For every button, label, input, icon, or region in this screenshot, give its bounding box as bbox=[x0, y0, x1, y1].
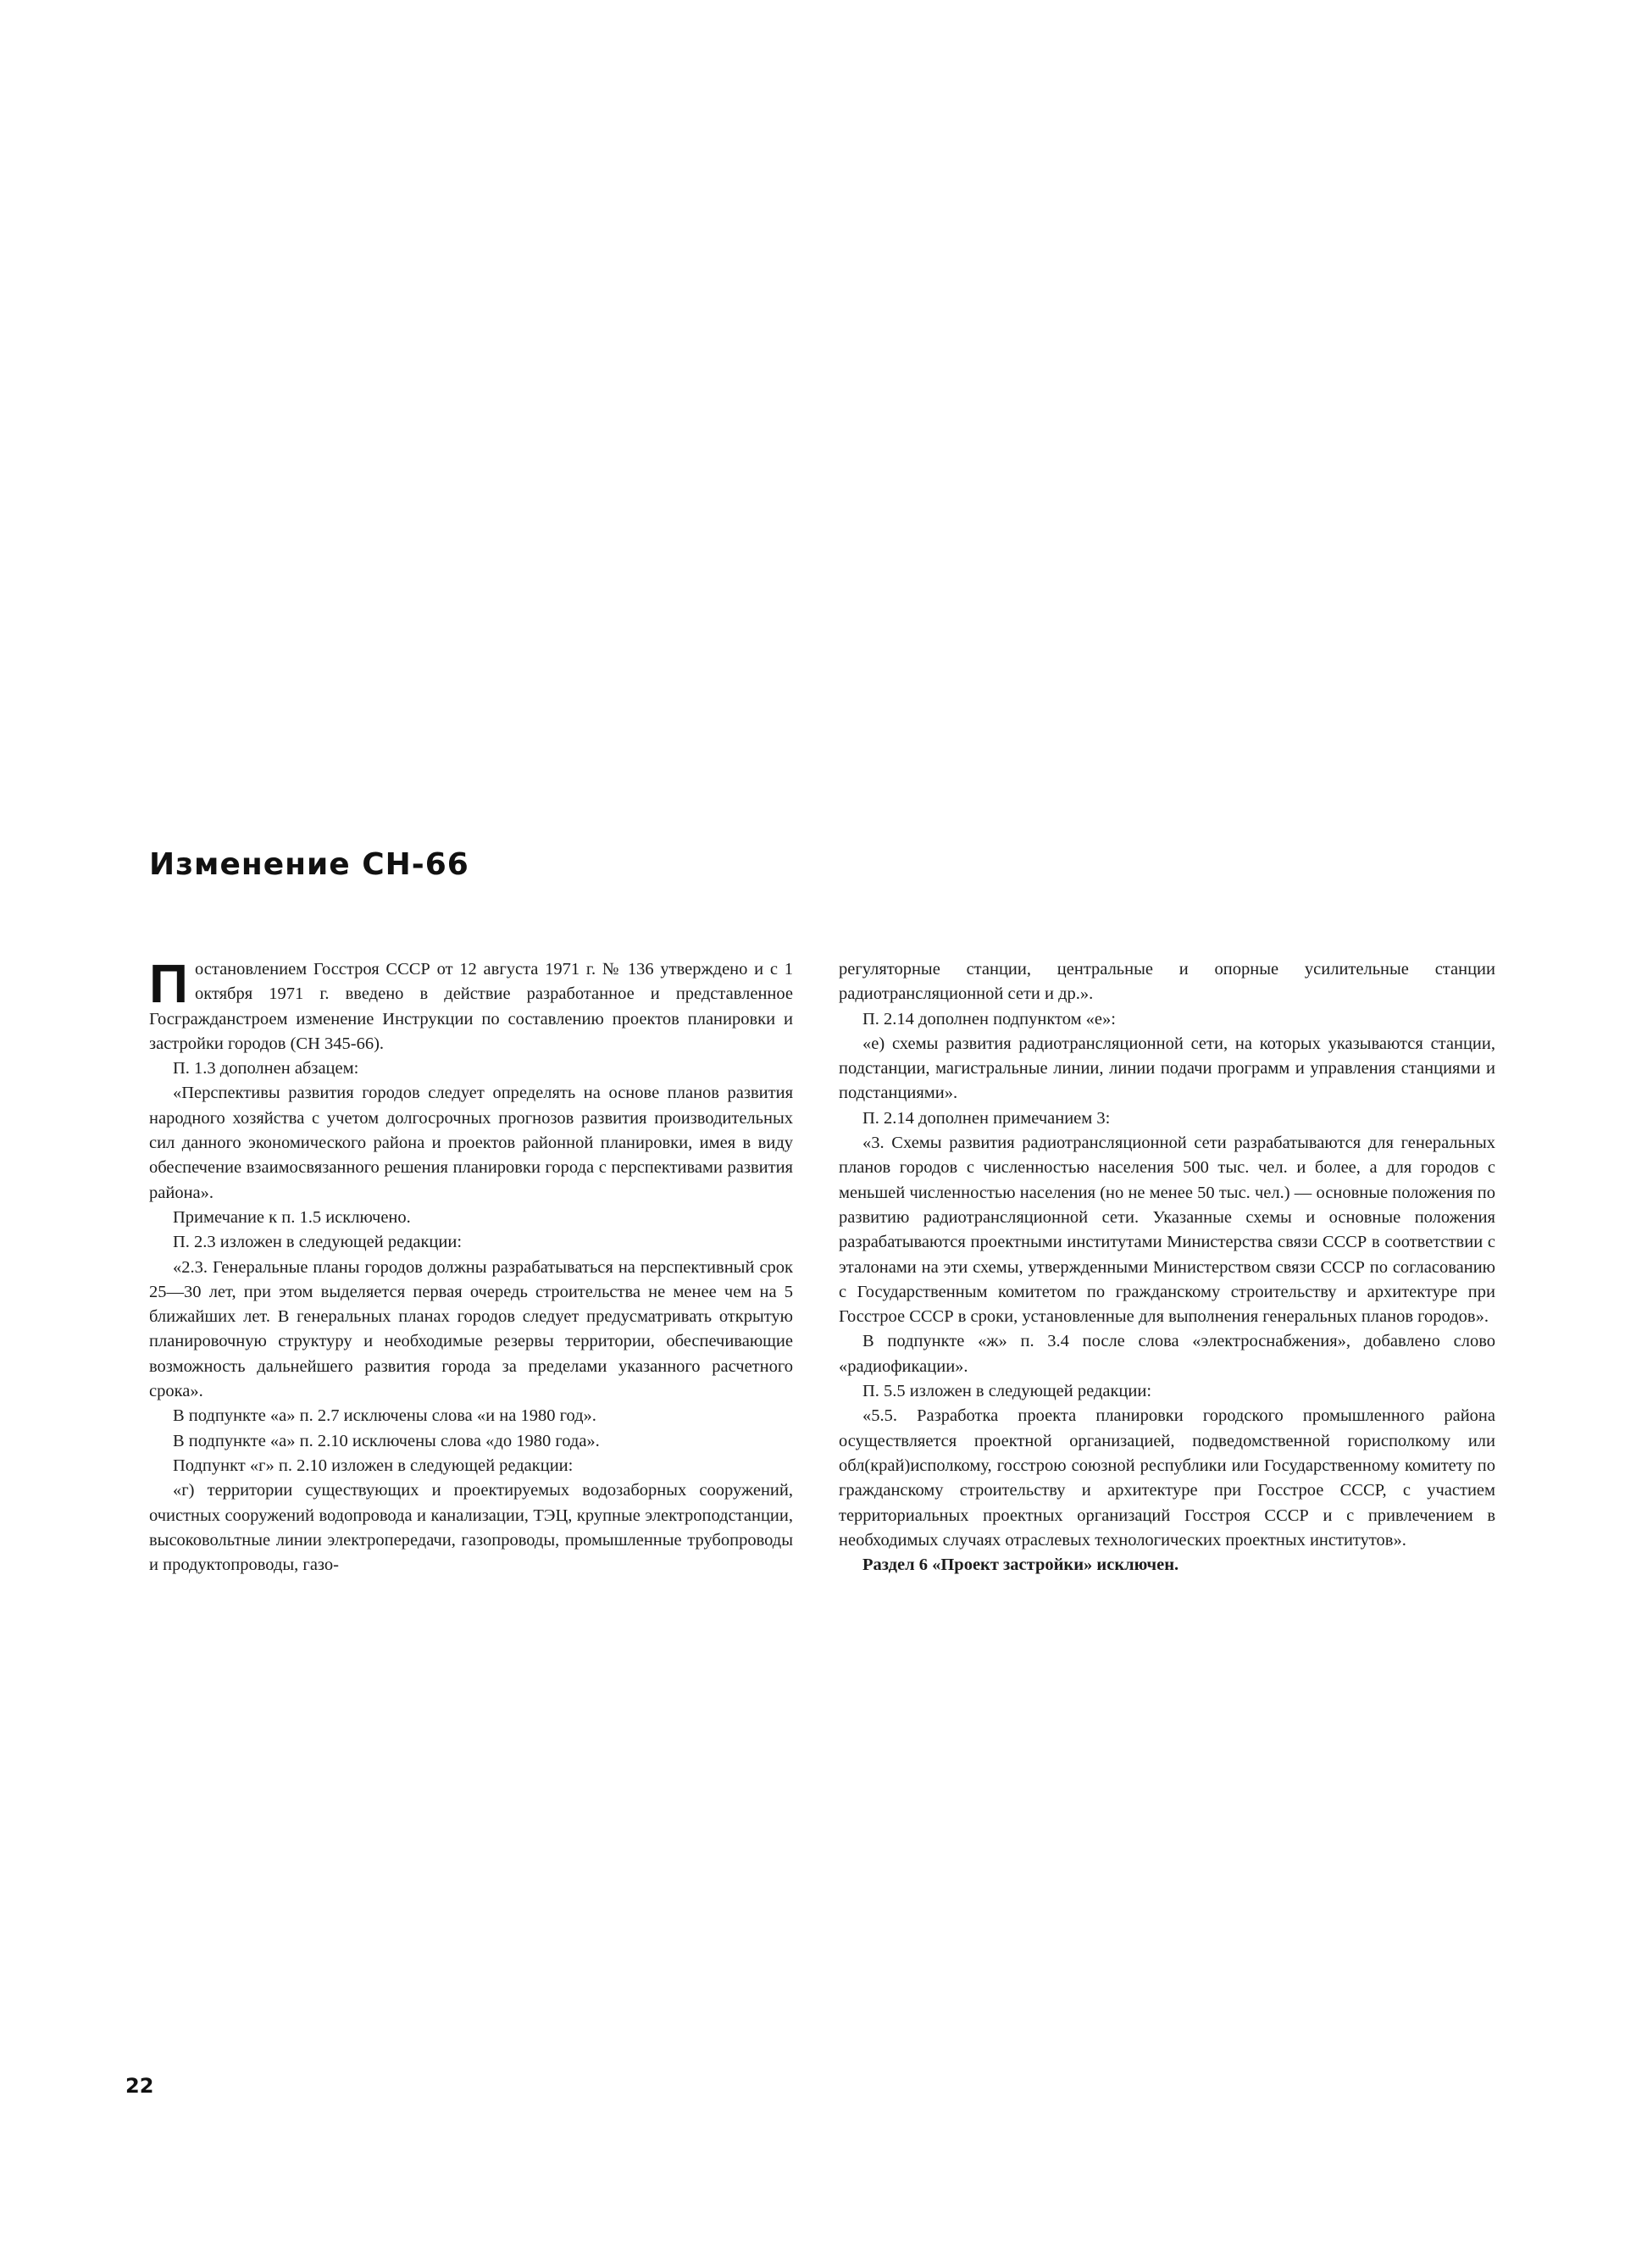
paragraph-amendment-2-14-note: П. 2.14 дополнен примечанием 3: bbox=[862, 1108, 1111, 1128]
paragraph-subitem-2-7: В подпункте «а» п. 2.7 исключены слова «и на 1980 год». bbox=[173, 1406, 596, 1426]
paragraph-quote-5-5: «5.5. Разработка проекта планировки городского промышленного района осуществляется проектной организацией, подведомственной горисполкому или обл(край)исполкому, госстрою союзной республики или Государственному комитету по гражданскому строительству и архитектуре при Госстрое СССР, с участием территориальных проектных организаций Госстроя СССР и с привлечением в необходимых случаях отраслевых технологических проектных институтов». bbox=[839, 1406, 1495, 1550]
drop-cap: П bbox=[149, 953, 188, 1014]
paragraph-subitem-2-10g: Подпункт «г» п. 2.10 изложен в следующей редакции: bbox=[173, 1456, 574, 1475]
paragraph-section-6: Раздел 6 «Проект застройки» исключен. bbox=[862, 1555, 1179, 1575]
paragraph-subitem-3-4: В подпункте «ж» п. 3.4 после слова «электроснабжения», добавлено слово «радиофикации». bbox=[839, 1332, 1495, 1376]
paragraph-quote-note-3: «3. Схемы развития радиотрансляционной сети разрабатываются для генеральных планов городов с численностью населения 500 тыс. чел. и более, а для городов с меньшей численностью населения (но не менее 50 тыс. чел.) — основные положения по развитию радиотрансляционной сети. Указанные схемы и основные положения разрабатываются проектными институтами Министерства связи СССР в соответствии с эталонами на эти схемы, утвержденными Министерством связи СССР по согласованию с Государственным комитетом по гражданскому строительству и архитектуре при Госстрое СССР в сроки, установленные для выполнения генеральных планов городов». bbox=[839, 1134, 1495, 1327]
page-number: 22 bbox=[125, 2074, 154, 2098]
intro-text: остановлением Госстроя СССР от 12 августа 1971 г. № 136 утверждено и с 1 октября 1971 г. введено в действие разработанное и представленное Госгражданстроем изменение Инструкции по составлению проектов планировки и застройки городов (СН 345-66). bbox=[149, 960, 793, 1053]
left-column bbox=[149, 953, 793, 1578]
paragraph-quote-2-10g: «г) территории существующих и проектируемых водозаборных сооружений, очистных сооружений водопровода и канализации, ТЭЦ, крупные электроподстанции, высоковольтные линии электропередачи, газопроводы, промышленные трубопроводы и продуктопроводы, газо- bbox=[149, 1481, 793, 1575]
paragraph-note-1-5: Примечание к п. 1.5 исключено. bbox=[173, 1207, 411, 1227]
page-title: Изменение СН-66 bbox=[149, 847, 469, 882]
paragraph-amendment-2-14e: П. 2.14 дополнен подпунктом «е»: bbox=[862, 1009, 1116, 1029]
paragraph-quote-2-14e: «е) схемы развития радиотрансляционной сети, на которых указываются станции, подстанции, магистральные линии, линии подачи программ и управления станциями и подстанциями». bbox=[839, 1034, 1495, 1103]
paragraph-quote-2-3: «2.3. Генеральные планы городов должны разрабатываться на перспективный срок 25—30 лет, при этом выделяется первая очередь строительства не менее чем на 5 ближайших лет. В генеральных планах городов следует предусматривать открытую планировочную структуру и необходимые резервы территории, обеспечивающие возможность дальнейшего развития города за пределами указанного расчетного срока». bbox=[149, 1257, 793, 1401]
paragraph-continuation: регуляторные станции, центральные и опорные усилительные станции радиотрансляционной сети и др.». bbox=[839, 960, 1495, 1004]
paragraph-amendment-2-3: П. 2.3 изложен в следующей редакции: bbox=[173, 1233, 463, 1252]
paragraph-quote-perspectives: «Перспективы развития городов следует определять на основе планов развития народного хозяйства с учетом долгосрочных прогнозов развития производительных сил данного экономического района и проектов районной планировки, имея в виду обеспечение взаимосвязанного решения планировки города с перспективами развития района». bbox=[149, 1084, 793, 1202]
paragraph-amendment-1-3: П. 1.3 дополнен абзацем: bbox=[173, 1059, 359, 1079]
intro-paragraph bbox=[149, 953, 793, 1056]
right-column bbox=[839, 957, 1495, 1578]
paragraph-subitem-2-10a: В подпункте «а» п. 2.10 исключены слова «до 1980 года». bbox=[173, 1431, 600, 1450]
paragraph-amendment-5-5: П. 5.5 изложен в следующей редакции: bbox=[862, 1382, 1152, 1401]
